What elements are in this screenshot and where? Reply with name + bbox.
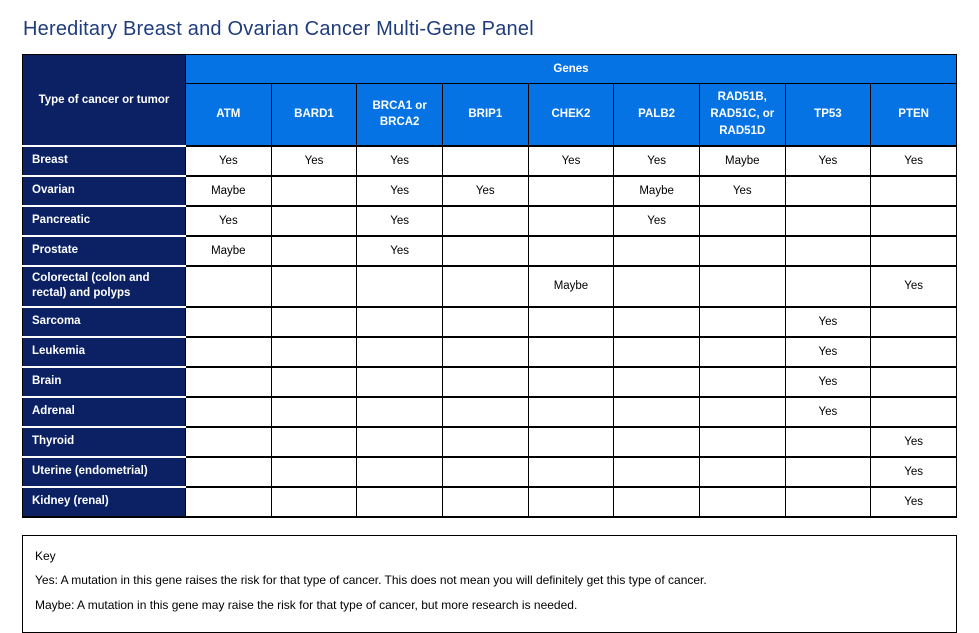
- gene-value-cell: Yes: [871, 266, 957, 307]
- gene-value-cell: [357, 307, 443, 337]
- gene-value-cell: Yes: [785, 367, 871, 397]
- gene-value-cell: Yes: [699, 176, 785, 206]
- gene-value-cell: [699, 337, 785, 367]
- gene-value-cell: Maybe: [699, 146, 785, 176]
- gene-value-cell: [614, 337, 700, 367]
- cancer-row-label: Prostate: [23, 236, 186, 266]
- genes-band-row: [23, 55, 957, 84]
- gene-value-cell: [442, 337, 528, 367]
- cancer-row-label: Adrenal: [23, 397, 186, 427]
- gene-value-cell: [271, 457, 357, 487]
- key-yes-definition: Yes: A mutation in this gene raises the risk for that type of cancer. This does not mean you will definitely get this type of cancer.: [35, 573, 707, 588]
- table-row: [23, 236, 957, 266]
- gene-value-cell: Yes: [186, 146, 272, 176]
- gene-value-cell: [699, 427, 785, 457]
- gene-column-header: CHEK2: [528, 84, 614, 146]
- gene-value-cell: Yes: [785, 307, 871, 337]
- gene-value-cell: [442, 427, 528, 457]
- gene-value-cell: [186, 307, 272, 337]
- table-row: [23, 397, 957, 427]
- cancer-row-label: Colorectal (colon and rectal) and polyps: [23, 266, 186, 307]
- gene-value-cell: Maybe: [614, 176, 700, 206]
- gene-value-cell: [614, 427, 700, 457]
- gene-value-cell: [699, 487, 785, 517]
- gene-value-cell: [699, 367, 785, 397]
- gene-value-cell: [271, 337, 357, 367]
- gene-value-cell: [357, 457, 443, 487]
- gene-column-header: ATM: [186, 84, 272, 146]
- table-row: [23, 457, 957, 487]
- table-body: [23, 146, 957, 517]
- gene-value-cell: [442, 457, 528, 487]
- gene-value-cell: [271, 307, 357, 337]
- gene-panel-table: [22, 54, 957, 518]
- gene-value-cell: [614, 307, 700, 337]
- gene-value-cell: Yes: [871, 427, 957, 457]
- table-row: [23, 487, 957, 517]
- gene-value-cell: [357, 266, 443, 307]
- gene-value-cell: Yes: [528, 146, 614, 176]
- gene-value-cell: [528, 397, 614, 427]
- gene-value-cell: [614, 367, 700, 397]
- gene-value-cell: [785, 206, 871, 236]
- gene-value-cell: [699, 307, 785, 337]
- gene-value-cell: [699, 206, 785, 236]
- cancer-row-label: Thyroid: [23, 427, 186, 457]
- table-row: [23, 427, 957, 457]
- table-row: [23, 266, 957, 307]
- gene-column-header: RAD51B, RAD51C, or RAD51D: [699, 84, 785, 146]
- gene-value-cell: [871, 397, 957, 427]
- gene-value-cell: [271, 487, 357, 517]
- gene-value-cell: Yes: [614, 206, 700, 236]
- genes-group-header: Genes: [186, 55, 957, 84]
- gene-value-cell: [699, 397, 785, 427]
- gene-value-cell: [442, 236, 528, 266]
- gene-value-cell: [271, 367, 357, 397]
- gene-value-cell: [699, 236, 785, 266]
- gene-column-header: PALB2: [614, 84, 700, 146]
- key-box: [22, 535, 957, 633]
- table-row: [23, 337, 957, 367]
- gene-value-cell: Yes: [871, 457, 957, 487]
- gene-value-cell: Yes: [271, 146, 357, 176]
- gene-value-cell: [614, 266, 700, 307]
- gene-value-cell: [614, 236, 700, 266]
- gene-value-cell: [357, 487, 443, 517]
- gene-value-cell: [271, 427, 357, 457]
- gene-value-cell: [186, 427, 272, 457]
- gene-value-cell: [871, 206, 957, 236]
- gene-value-cell: [528, 427, 614, 457]
- gene-value-cell: [528, 487, 614, 517]
- gene-value-cell: [442, 487, 528, 517]
- gene-value-cell: Yes: [785, 337, 871, 367]
- gene-value-cell: [528, 236, 614, 266]
- gene-value-cell: [186, 457, 272, 487]
- key-maybe-definition: Maybe: A mutation in this gene may raise the risk for that type of cancer, but more research is needed.: [35, 597, 578, 612]
- gene-value-cell: Yes: [357, 236, 443, 266]
- gene-value-cell: [699, 457, 785, 487]
- gene-value-cell: Yes: [357, 146, 443, 176]
- gene-value-cell: [785, 266, 871, 307]
- gene-value-cell: [871, 236, 957, 266]
- gene-value-cell: [186, 367, 272, 397]
- cancer-row-label: Pancreatic: [23, 206, 186, 236]
- gene-value-cell: [442, 266, 528, 307]
- gene-value-cell: Maybe: [528, 266, 614, 307]
- table-row: [23, 367, 957, 397]
- gene-value-cell: Maybe: [186, 176, 272, 206]
- gene-value-cell: [271, 236, 357, 266]
- gene-value-cell: Yes: [357, 176, 443, 206]
- gene-value-cell: [699, 266, 785, 307]
- cancer-row-label: Sarcoma: [23, 307, 186, 337]
- table-row: [23, 307, 957, 337]
- gene-value-cell: [357, 337, 443, 367]
- gene-value-cell: [357, 367, 443, 397]
- gene-value-cell: [442, 146, 528, 176]
- gene-value-cell: [357, 397, 443, 427]
- gene-value-cell: [528, 206, 614, 236]
- gene-value-cell: [871, 176, 957, 206]
- gene-value-cell: [528, 307, 614, 337]
- table-row: [23, 206, 957, 236]
- gene-value-cell: Yes: [442, 176, 528, 206]
- table-row: [23, 176, 957, 206]
- gene-value-cell: [614, 397, 700, 427]
- cancer-row-label: Leukemia: [23, 337, 186, 367]
- cancer-row-label: Brain: [23, 367, 186, 397]
- gene-value-cell: [271, 176, 357, 206]
- gene-value-cell: [271, 266, 357, 307]
- gene-value-cell: [271, 206, 357, 236]
- gene-value-cell: Yes: [186, 206, 272, 236]
- gene-value-cell: Yes: [785, 397, 871, 427]
- gene-value-cell: [785, 427, 871, 457]
- gene-value-cell: [528, 337, 614, 367]
- cancer-row-label: Uterine (endometrial): [23, 457, 186, 487]
- gene-value-cell: [785, 487, 871, 517]
- cancer-row-label: Ovarian: [23, 176, 186, 206]
- gene-value-cell: [271, 397, 357, 427]
- gene-value-cell: Maybe: [186, 236, 272, 266]
- gene-value-cell: [871, 367, 957, 397]
- cancer-row-label: Breast: [23, 146, 186, 176]
- gene-value-cell: [785, 457, 871, 487]
- gene-value-cell: [186, 397, 272, 427]
- gene-column-header: BRIP1: [442, 84, 528, 146]
- page-title: Hereditary Breast and Ovarian Cancer Multi-Gene Panel: [23, 18, 534, 40]
- gene-value-cell: [186, 337, 272, 367]
- gene-value-cell: [442, 206, 528, 236]
- gene-value-cell: Yes: [871, 487, 957, 517]
- gene-value-cell: [871, 337, 957, 367]
- gene-value-cell: [614, 487, 700, 517]
- gene-value-cell: [614, 457, 700, 487]
- gene-column-header: PTEN: [871, 84, 957, 146]
- gene-value-cell: Yes: [357, 206, 443, 236]
- gene-value-cell: [186, 487, 272, 517]
- gene-value-cell: [785, 236, 871, 266]
- gene-value-cell: [357, 427, 443, 457]
- gene-value-cell: [528, 457, 614, 487]
- gene-column-header: BRCA1 or BRCA2: [357, 84, 443, 146]
- key-title: Key: [35, 548, 56, 563]
- gene-value-cell: Yes: [871, 146, 957, 176]
- gene-value-cell: [442, 307, 528, 337]
- gene-value-cell: [528, 176, 614, 206]
- gene-value-cell: [186, 266, 272, 307]
- gene-value-cell: Yes: [785, 146, 871, 176]
- gene-value-cell: [442, 367, 528, 397]
- gene-value-cell: [871, 307, 957, 337]
- gene-value-cell: [785, 176, 871, 206]
- gene-value-cell: Yes: [614, 146, 700, 176]
- table-row: [23, 146, 957, 176]
- gene-column-header: TP53: [785, 84, 871, 146]
- cancer-row-label: Kidney (renal): [23, 487, 186, 517]
- gene-value-cell: [442, 397, 528, 427]
- corner-header: Type of cancer or tumor: [23, 55, 186, 146]
- gene-value-cell: [528, 367, 614, 397]
- gene-column-header: BARD1: [271, 84, 357, 146]
- table-header: [23, 55, 957, 146]
